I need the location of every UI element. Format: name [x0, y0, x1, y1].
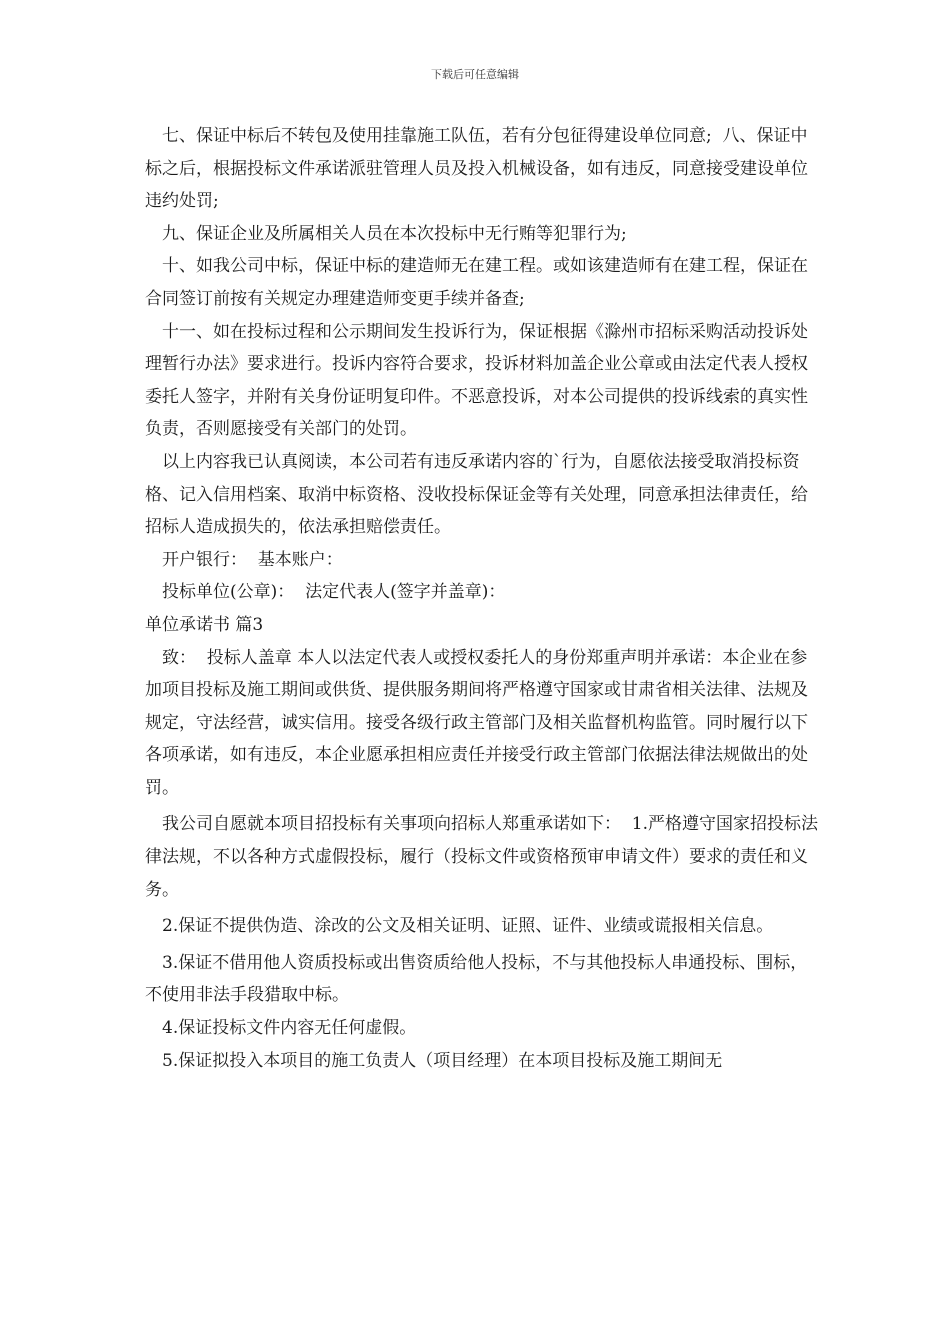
paragraph-commitment-4: 4.保证投标文件内容无任何虚假。	[162, 1018, 417, 1039]
paragraph-signature-line: 投标单位(公章)： 法定代表人(签字并盖章)：	[162, 582, 506, 603]
paragraph-commitment-5: 5.保证拟投入本项目的施工负责人（项目经理）在本项目投标及施工期间无	[162, 1050, 723, 1071]
paragraph-clause-9: 九、保证企业及所属相关人员在本次投标中无行贿等犯罪行为;	[162, 223, 627, 244]
paragraph-commitment-3: 3.保证不借用他人资质投标或出售资质给他人投标，不与其他投标人串通投标、围标，不使用非法手段猎取中标。	[145, 952, 808, 1006]
paragraph-acknowledgement: 以上内容我已认真阅读，本公司若有违反承诺内容的`行为，自愿依法接受取消投标资格、记入信用档案、取消中标资格、没收投标保证金等有关处理，同意承担法律责任，给招标人造成损失的，依法承担赔偿责任。	[145, 451, 808, 538]
paragraph-declaration: 致： 投标人盖章 本人以法定代表人或授权委托人的身份郑重声明并承诺：本企业在参加项目投标及施工期间或供货、提供服务期间将严格遵守国家或甘肃省相关法律、法规及规定，守法经营，诚实信用。接受各级行政主管部门及相关监督机构监管。同时履行以下各项承诺，如有违反，本企业愿承担相应责任并接受行政主管部门依据法律法规做出的处罚。	[145, 647, 808, 798]
paragraph-clause-10: 十、如我公司中标，保证中标的建造师无在建工程。或如该建造师有在建工程，保证在合同签订前按有关规定办理建造师变更手续并备查;	[145, 256, 808, 309]
paragraph-clause-11: 十一、如在投标过程和公示期间发生投诉行为，保证根据《滁州市招标采购活动投诉处理暂行办法》要求进行。投诉内容符合要求，投诉材料加盖企业公章或由法定代表人授权委托人签字，并附有关身份证明复印件。不恶意投诉，对本公司提供的投诉线索的真实性负责，否则愿接受有关部门的处罚。	[145, 321, 808, 440]
paragraph-clause-7-8: 七、保证中标后不转包及使用挂靠施工队伍，若有分包征得建设单位同意; 八、保证中标之后，根据投标文件承诺派驻管理人员及投入机械设备，如有违反，同意接受建设单位违约处罚;	[145, 126, 808, 212]
document-body	[145, 120, 820, 1077]
paragraph-commitment-2: 2.保证不提供伪造、涂改的公文及相关证明、证照、证件、业绩或谎报相关信息。	[162, 916, 774, 937]
paragraph-bank-info: 开户银行： 基本账户：	[162, 549, 343, 570]
paragraph-commitment-1: 我公司自愿就本项目招投标有关事项向招标人郑重承诺如下： 1.严格遵守国家招投标法律法规，不以各种方式虚假投标，履行（投标文件或资格预审申请文件）要求的责任和义务。	[145, 814, 819, 900]
page-header-note: 下载后可任意编辑	[431, 68, 519, 81]
section-heading: 单位承诺书 篇3	[145, 614, 264, 635]
